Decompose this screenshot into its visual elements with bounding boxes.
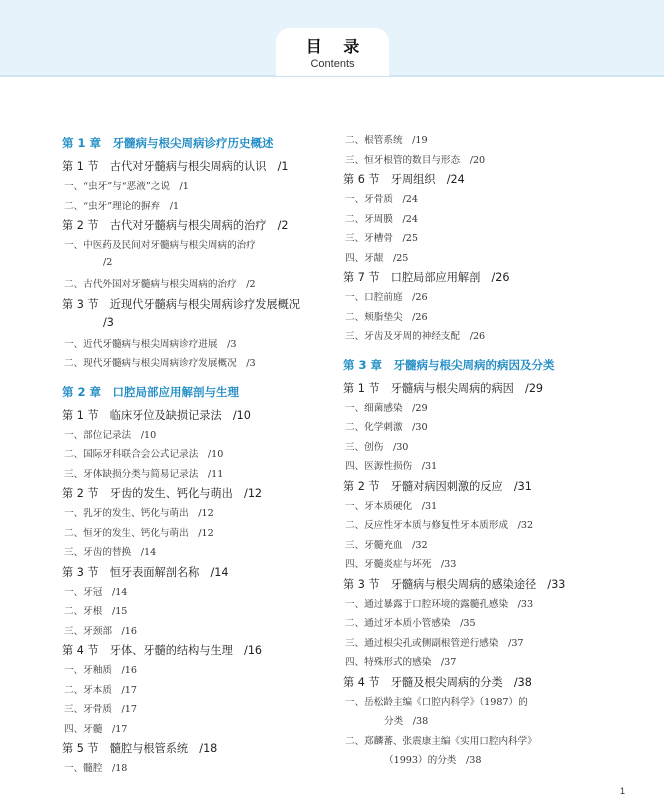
toc-item[interactable]: [343, 152, 615, 172]
toc-left-column: [62, 132, 324, 780]
toc-section-text: 第 3 节 牙髓病与根尖周病的感染途径 /33: [343, 577, 566, 591]
toc-item-text: 二、现代牙髓病与根尖周病诊疗发展概况 /3: [64, 358, 256, 369]
toc-item-text: 一、通过暴露于口腔环境的露髓孔感染 /33: [345, 598, 534, 610]
toc-item[interactable]: [343, 537, 615, 557]
toc-section-text: 第 4 节 牙体、牙髓的结构与生理 /16: [62, 644, 263, 657]
toc-item-text: 一、近代牙髓病与根尖周病诊疗进展 /3: [64, 338, 237, 350]
toc-section[interactable]: [62, 158, 324, 178]
toc-item[interactable]: [62, 721, 324, 741]
toc-item[interactable]: [62, 525, 324, 545]
toc-item-text: 二、根管系统 /19: [345, 135, 428, 146]
toc-item-text: 三、牙槽骨 /25: [345, 233, 419, 244]
toc-item[interactable]: [62, 276, 324, 296]
toc-item[interactable]: [343, 458, 615, 478]
toc-item[interactable]: [62, 584, 324, 604]
toc-section[interactable]: [62, 564, 324, 584]
toc-item[interactable]: [62, 427, 324, 447]
toc-section[interactable]: [343, 576, 615, 596]
toc-item[interactable]: [343, 191, 615, 211]
toc-item[interactable]: [62, 178, 324, 198]
toc-item[interactable]: [343, 517, 615, 537]
toc-item-text: 二、“虫牙”理论的摒弃 /1: [64, 200, 180, 212]
toc-item[interactable]: [343, 250, 615, 270]
toc-item-text: 四、牙髓炎症与坏死 /33: [345, 559, 457, 570]
toc-item[interactable]: [62, 446, 324, 466]
toc-item-text: 二、恒牙的发生、钙化与萌出 /12: [64, 527, 214, 539]
toc-item[interactable]: [343, 615, 615, 635]
toc-item-text: 一、牙釉质 /16: [64, 665, 138, 676]
page-number: 1: [620, 786, 626, 796]
toc-item-text: 四、牙龈 /25: [345, 252, 409, 264]
toc-item-text: 三、恒牙根管的数目与形态 /20: [345, 154, 486, 166]
toc-item-text: 一、岳松龄主编《口腔内科学》（1987）的: [345, 696, 528, 708]
toc-item[interactable]: [62, 355, 324, 375]
toc-item-text: 一、细菌感染 /29: [345, 402, 428, 414]
toc-item[interactable]: [62, 682, 324, 702]
toc-item-text: 二、化学刺激 /30: [345, 422, 428, 433]
toc-item-continuation[interactable]: [343, 713, 615, 733]
toc-item-continuation[interactable]: [343, 752, 615, 772]
toc-section-text: 第 3 节 恒牙表面解剖名称 /14: [62, 565, 229, 579]
toc-item-text: 二、国际牙科联合会公式记录法 /10: [64, 449, 224, 460]
toc-item-text: 二、古代外国对牙髓病与根尖周病的治疗 /2: [64, 279, 256, 290]
toc-section[interactable]: [62, 217, 324, 237]
toc-section-text: 第 7 节 口腔局部应用解剖 /26: [343, 271, 510, 284]
toc-item-text: 四、特殊形式的感染 /37: [345, 657, 457, 668]
toc-item-text: 一、牙冠 /14: [64, 586, 128, 598]
toc-item-text: 二、郑麟蕃、张震康主编《实用口腔内科学》: [345, 735, 537, 747]
toc-item-text: 一、乳牙的发生、钙化与萌出 /12: [64, 508, 214, 519]
toc-section[interactable]: [343, 674, 615, 694]
toc-section-continuation-text: /3: [103, 315, 114, 329]
toc-right-column: [343, 132, 615, 772]
toc-section[interactable]: [62, 642, 324, 662]
toc-item[interactable]: [62, 760, 324, 780]
toc-item-text: 三、牙齿的替换 /14: [64, 547, 157, 558]
toc-item-text: 三、牙骨质 /17: [64, 704, 138, 715]
toc-chapter[interactable]: [62, 132, 324, 158]
toc-section-text: 第 2 节 牙齿的发生、钙化与萌出 /12: [62, 487, 263, 500]
page-subtitle: Contents: [310, 58, 355, 70]
toc-item[interactable]: [62, 198, 324, 218]
toc-item-text: 三、牙齿及牙周的神经支配 /26: [345, 331, 486, 342]
toc-chapter-text: 第 1 章 牙髓病与根尖周病诊疗历史概述: [62, 136, 274, 150]
toc-section-text: 第 5 节 髓腔与根管系统 /18: [62, 742, 218, 755]
toc-item-text: 四、牙髓 /17: [64, 723, 128, 735]
toc-item[interactable]: [343, 439, 615, 459]
toc-chapter-text: 第 3 章 牙髓病与根尖周病的病因及分类: [343, 357, 555, 372]
toc-item[interactable]: [62, 466, 324, 486]
toc-item-text: 一、部位记录法 /10: [64, 429, 157, 441]
toc-item-text: 三、牙髓充血 /32: [345, 539, 428, 551]
toc-item-text: 二、通过牙本质小管感染 /35: [345, 618, 476, 629]
toc-section[interactable]: [62, 740, 324, 760]
toc-item-text: 一、牙本质硬化 /31: [345, 500, 438, 512]
toc-section[interactable]: [343, 478, 615, 498]
toc-section-text: 第 2 节 古代对牙髓病与根尖周病的治疗 /2: [62, 219, 289, 232]
toc-item[interactable]: [343, 733, 615, 753]
toc-item[interactable]: [62, 623, 324, 643]
toc-item-text: 二、牙周膜 /24: [345, 213, 419, 225]
toc-section[interactable]: [62, 485, 324, 505]
toc-item[interactable]: [343, 328, 615, 348]
toc-item[interactable]: [343, 596, 615, 616]
toc-item-text: 一、口腔前庭 /26: [345, 292, 428, 303]
toc-item[interactable]: [343, 694, 615, 714]
toc-chapter-text: 第 2 章 口腔局部应用解剖与生理: [62, 384, 240, 399]
toc-item[interactable]: [62, 544, 324, 564]
toc-item-text: 三、牙体缺损分类与简易记录法 /11: [64, 468, 224, 480]
toc-section-text: 第 6 节 牙周组织 /24: [343, 173, 465, 186]
toc-item-text: 三、牙颈部 /16: [64, 625, 138, 637]
toc-item[interactable]: [62, 662, 324, 682]
toc-item-text: 四、医源性损伤 /31: [345, 461, 438, 472]
toc-item-continuation-text: 分类 /38: [384, 716, 429, 727]
toc-section-text: 第 4 节 牙髓及根尖周病的分类 /38: [343, 675, 532, 689]
toc-chapter[interactable]: [62, 381, 324, 407]
toc-section[interactable]: [343, 171, 615, 191]
toc-item-text: 二、反应性牙本质与修复性牙本质形成 /32: [345, 520, 534, 531]
toc-section-text: 第 1 节 牙髓病与根尖周病的病因 /29: [343, 381, 544, 395]
toc-item[interactable]: [62, 237, 324, 257]
toc-item-text: 二、牙本质 /17: [64, 684, 138, 696]
toc-item-text: 一、“虫牙”与“恶液”之说 /1: [64, 181, 189, 192]
toc-item[interactable]: [343, 309, 615, 329]
toc-item-continuation-text: /2: [103, 256, 113, 268]
toc-item[interactable]: [343, 498, 615, 518]
header-tab: [276, 28, 389, 76]
toc-item-text: 一、中医药及民间对牙髓病与根尖周病的治疗: [64, 240, 256, 251]
toc-item[interactable]: [343, 132, 615, 152]
page-title: 目 录: [305, 37, 368, 56]
toc-item[interactable]: [343, 556, 615, 576]
toc-item-text: 一、牙骨质 /24: [345, 194, 419, 205]
toc-item[interactable]: [343, 230, 615, 250]
toc-section-text: 第 1 节 临床牙位及缺损记录法 /10: [62, 408, 251, 422]
toc-item[interactable]: [343, 419, 615, 439]
toc-item-text: 二、牙根 /15: [64, 606, 128, 617]
toc-item[interactable]: [343, 654, 615, 674]
toc-section-text: 第 2 节 牙髓对病因刺激的反应 /31: [343, 479, 532, 493]
toc-section[interactable]: [62, 296, 324, 316]
toc-section[interactable]: [62, 407, 324, 427]
toc-item[interactable]: [343, 635, 615, 655]
toc-section-text: 第 1 节 古代对牙髓病与根尖周病的认识 /1: [62, 160, 289, 173]
toc-section-text: 第 3 节 近现代牙髓病与根尖周病诊疗发展概况: [62, 297, 300, 311]
toc-item[interactable]: [62, 505, 324, 525]
toc-section[interactable]: [343, 269, 615, 289]
toc-item-continuation[interactable]: [62, 257, 324, 277]
toc-item[interactable]: [343, 400, 615, 420]
toc-item-continuation-text: （1993）的分类 /38: [384, 755, 482, 766]
toc-section-continuation[interactable]: [62, 316, 324, 336]
toc-item-text: 三、创伤 /30: [345, 441, 409, 453]
toc-item[interactable]: [62, 336, 324, 356]
toc-item-text: 三、通过根尖孔或侧副根管逆行感染 /37: [345, 637, 524, 649]
toc-section[interactable]: [343, 380, 615, 400]
toc-item-text: 一、髓腔 /18: [64, 763, 128, 774]
toc-item[interactable]: [62, 701, 324, 721]
toc-item[interactable]: [343, 211, 615, 231]
toc-chapter[interactable]: [343, 354, 615, 380]
toc-item-text: 二、颊脂垫尖 /26: [345, 311, 428, 323]
toc-item[interactable]: [343, 289, 615, 309]
toc-item[interactable]: [62, 603, 324, 623]
